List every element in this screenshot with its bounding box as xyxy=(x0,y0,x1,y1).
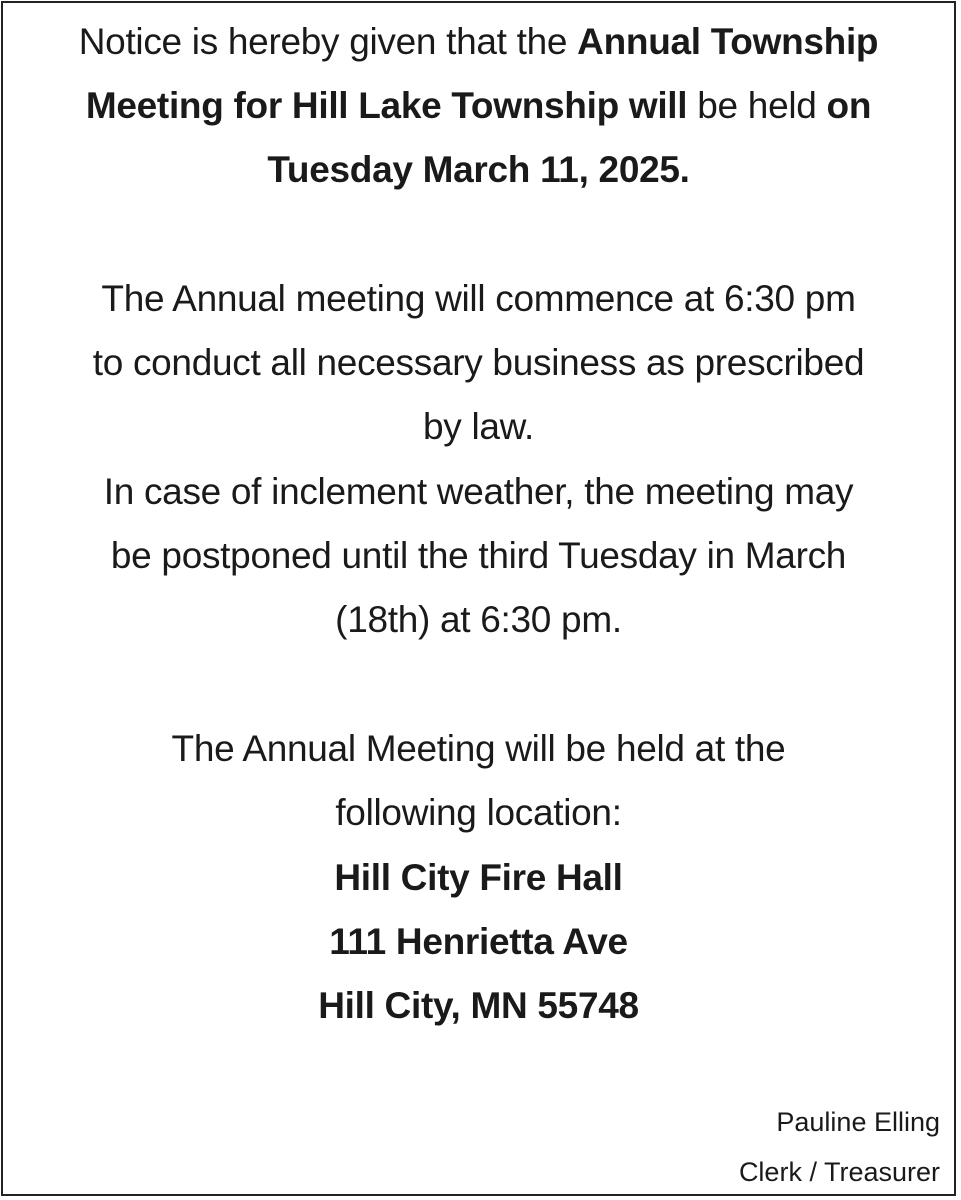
venue-city: Hill City, MN 55748 xyxy=(318,985,639,1026)
intro-line-1 xyxy=(3,20,954,64)
intro-text-a: Notice is hereby given that the xyxy=(78,21,578,62)
intro-line-2 xyxy=(3,84,954,128)
intro-on: on xyxy=(826,85,872,126)
venue-name: Hill City Fire Hall xyxy=(334,857,623,898)
weather-line-1: In case of inclement weather, the meeting may xyxy=(103,471,854,512)
venue-street: 111 Henrietta Ave xyxy=(329,921,628,962)
weather-line-3: (18th) at 6:30 pm. xyxy=(335,599,622,640)
intro-meeting-name: Meeting for Hill Lake Township will xyxy=(85,85,688,126)
location-line-2: following location: xyxy=(335,792,622,833)
commence-line-1: The Annual meeting will commence at 6:30 pm xyxy=(101,278,856,319)
location-line-1: The Annual Meeting will be held at the xyxy=(171,728,786,769)
intro-be-held: be held xyxy=(687,85,827,126)
signature-title: Clerk / Treasurer xyxy=(738,1157,940,1187)
meeting-date: Tuesday March 11, 2025. xyxy=(267,149,690,190)
intro-text-b: Annual Township xyxy=(577,21,879,62)
public-notice xyxy=(1,1,956,1196)
weather-line-2: be postponed until the third Tuesday in March xyxy=(110,535,847,576)
commence-line-2: to conduct all necessary business as prescribed xyxy=(92,342,865,383)
signature-name: Pauline Elling xyxy=(776,1107,940,1137)
commence-line-3: by law. xyxy=(422,406,534,447)
